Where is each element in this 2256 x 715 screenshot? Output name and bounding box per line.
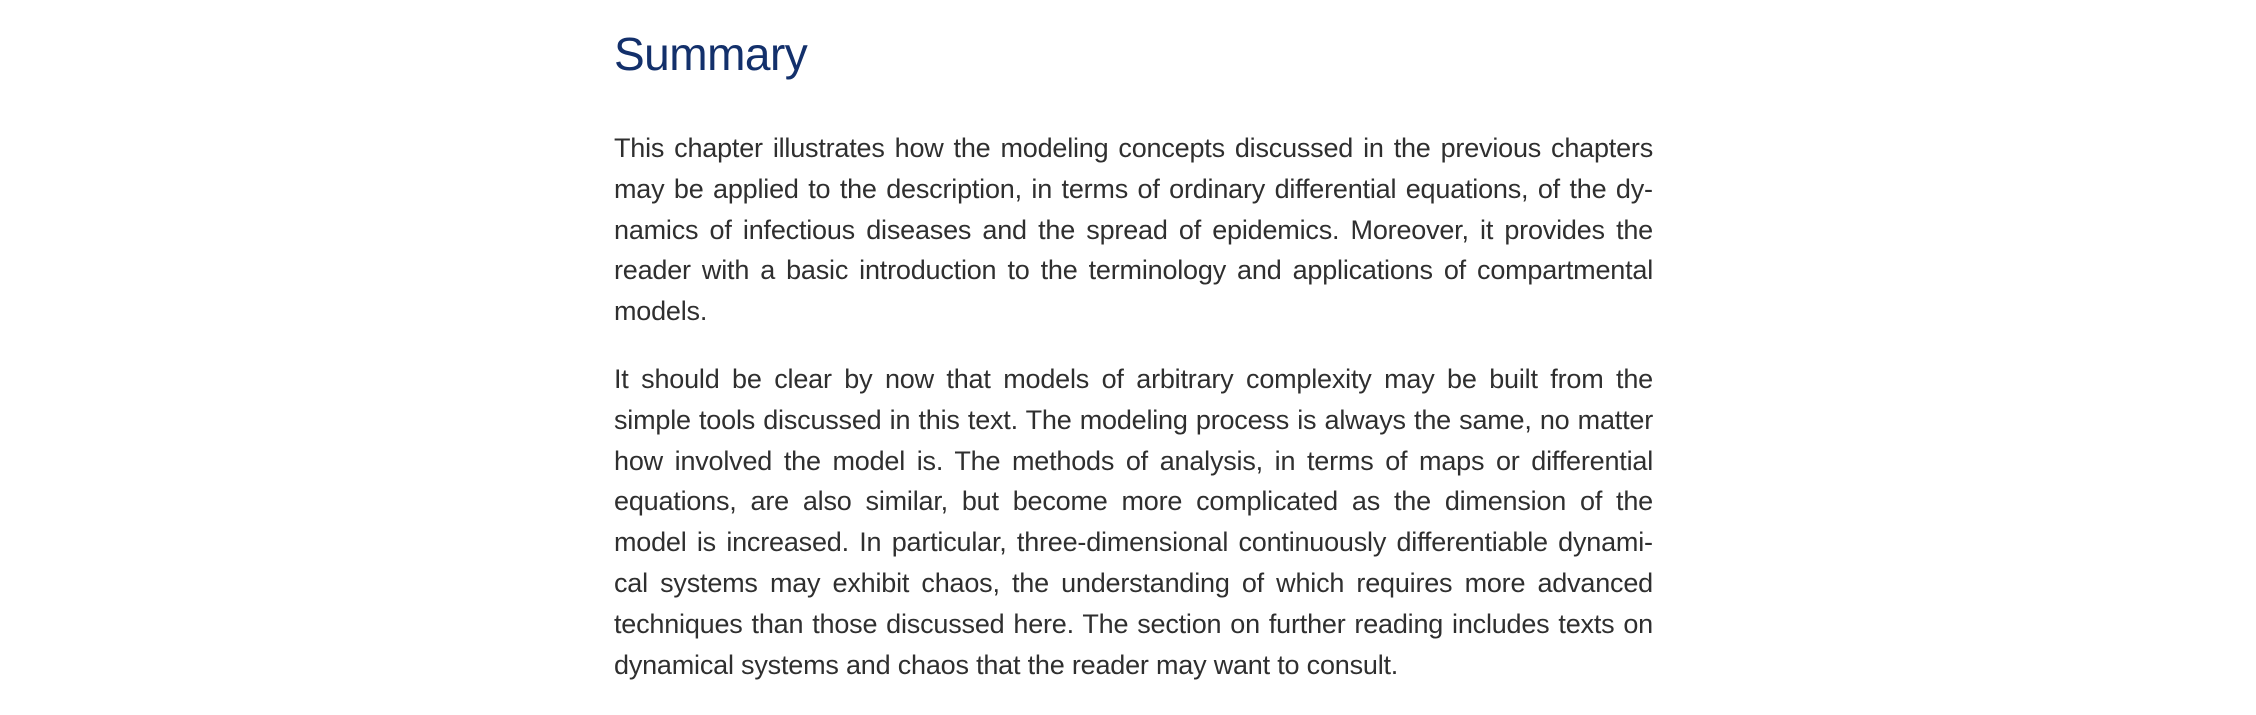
summary-paragraph-2: It should be clear by now that models of arbitrary complexity may be built from the simple tools discussed in this text. The modeling process is always the same, no matter how involved the model is. The methods of analysis, in terms of maps or differential equations, are also similar, but become more complicated as the dimension of the model is increased. In particular, three-dimensional continuously differentiable dynamical systems may exhibit chaos, the understanding of which requires more advanced techniques than those discussed here. The section on further reading includes texts on dynamical systems and chaos that the reader may want to consult. <box>614 363 1653 680</box>
summary-section <box>614 0 1653 685</box>
section-heading: Summary <box>614 28 808 80</box>
summary-paragraph-1: This chapter illustrates how the modeling concepts discussed in the previous chapters may be applied to the description, in terms of ordinary differential equations, of the dynamics of infectious diseases and the spread of epidemics. Moreover, it provides the reader with a basic introduction to the terminology and applications of compartmental models. <box>614 133 1653 327</box>
